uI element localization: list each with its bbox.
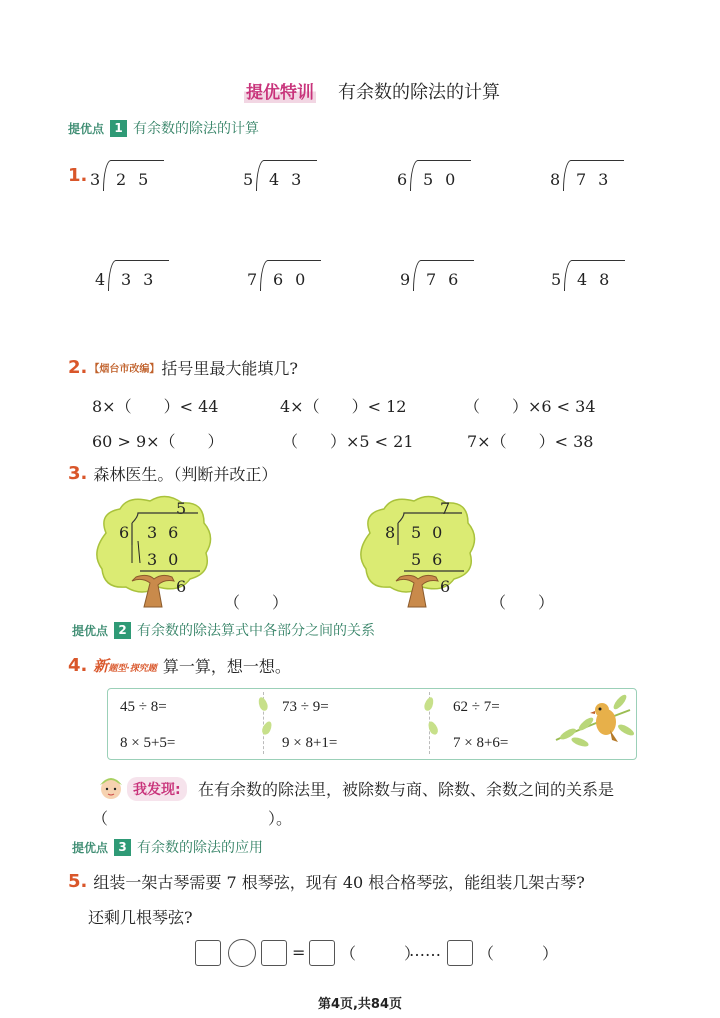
quotient: 7 [440, 499, 451, 518]
point-tag: 提优点 [72, 623, 109, 638]
divisor: 6 [397, 170, 408, 189]
question-number-2: 2. [68, 357, 88, 378]
operator-circle[interactable] [228, 939, 256, 967]
question-text: 还剩几根琴弦? [88, 908, 193, 927]
calc-expression: 9 × 8+1= [282, 735, 338, 751]
dividend: 73 [576, 170, 621, 189]
question-text: 括号里最大能填几? [161, 359, 298, 378]
source-tag: 【烟台市改编】 [89, 364, 160, 375]
discover-answer-blank[interactable]: （ ）。 [92, 809, 293, 828]
question-text: 森林医生。（判断并改正） [93, 465, 278, 484]
division-lines [92, 493, 216, 608]
question-text: 组装一架古琴需要 7 根琴弦，现有 40 根合格琴弦，能组装几架古琴? [93, 873, 585, 892]
question-number-3: 3. [68, 463, 88, 484]
point-text: 有余数的除法的应用 [137, 840, 264, 856]
dividend: 25 [116, 170, 161, 189]
badge-new: 新 [93, 657, 109, 675]
dividend: 48 [577, 270, 622, 289]
point-number: 3 [114, 839, 131, 856]
calc-expression: 62 ÷ 7= [453, 699, 500, 715]
dividend: 60 [273, 270, 318, 289]
point-text: 有余数的除法算式中各部分之间的关系 [137, 623, 376, 639]
divisor: 5 [243, 170, 254, 189]
judgement-blank[interactable]: （ ） [224, 593, 289, 612]
inequality: 60 > 9×（ ） [92, 432, 224, 451]
inequality: （ ）×5 < 21 [282, 432, 414, 451]
inequality: （ ）×6 < 34 [464, 397, 596, 416]
point-tag: 提优点 [72, 840, 109, 855]
divisor: 8 [550, 170, 561, 189]
page-title: 有余数的除法的计算 [338, 82, 500, 103]
question-number-4: 4. [68, 655, 88, 676]
remainder: 6 [176, 577, 187, 596]
divisor: 3 [90, 170, 101, 189]
dividend: 33 [121, 270, 166, 289]
equals-sign: = [292, 943, 306, 962]
answer-box[interactable] [195, 940, 221, 966]
point-number: 2 [114, 622, 131, 639]
point-tag: 提优点 [68, 121, 105, 136]
bird-on-branch-icon [552, 690, 634, 756]
calc-expression: 45 ÷ 8= [120, 699, 167, 715]
remainder-dots: …… [409, 941, 441, 960]
inequality: 4×（ ）< 12 [280, 397, 407, 416]
divisor: 7 [247, 270, 258, 289]
unit-blank[interactable]: （ ） [340, 944, 421, 963]
question-number-5: 5. [68, 871, 88, 892]
point-header-3 [72, 837, 263, 857]
question-4-heading [68, 654, 291, 677]
question-3-heading [68, 462, 277, 485]
calc-expression: 7 × 8+6= [453, 735, 509, 751]
calc-expression: 73 ÷ 9= [282, 699, 329, 715]
badge-type: 题型·探究题 [108, 664, 157, 674]
dividend: 76 [426, 270, 471, 289]
inequality: 7×（ ）< 38 [467, 432, 594, 451]
division-lines [356, 493, 480, 608]
answer-box[interactable] [447, 940, 473, 966]
answer-box[interactable] [261, 940, 287, 966]
calc-expression: 8 × 5+5= [120, 735, 176, 751]
divisor: 4 [95, 270, 106, 289]
point-text: 有余数的除法的计算 [133, 121, 260, 137]
divisor: 9 [400, 270, 411, 289]
product: 30 [147, 550, 190, 569]
answer-box[interactable] [309, 940, 335, 966]
question-number-1: 1. [68, 165, 88, 186]
discover-label: 我发现: [127, 777, 187, 801]
quotient: 5 [176, 499, 187, 518]
judgement-blank[interactable]: （ ） [490, 593, 555, 612]
dividend: 36 [147, 523, 190, 542]
product: 56 [411, 550, 454, 569]
section-label: 提优特训 [244, 78, 316, 103]
tree-illustration [92, 493, 216, 608]
girl-avatar-icon [96, 773, 126, 803]
divisor: 6 [119, 523, 130, 542]
tree-illustration [356, 493, 480, 608]
remainder: 6 [440, 577, 451, 596]
dividend: 50 [423, 170, 468, 189]
unit-blank[interactable]: （ ） [478, 944, 559, 963]
discover-text: 在有余数的除法里，被除数与商、除数、余数之间的关系是 [198, 780, 615, 799]
point-header-1 [68, 118, 259, 138]
question-text: 算一算，想一想。 [162, 657, 291, 676]
new-type-badge [93, 655, 156, 676]
dividend: 50 [411, 523, 454, 542]
inequality: 8×（ ）< 44 [92, 397, 219, 416]
divisor: 5 [551, 270, 562, 289]
point-number: 1 [110, 120, 127, 137]
page-number: 第4页,共84页 [317, 997, 403, 1012]
dividend: 43 [269, 170, 314, 189]
question-2-heading [68, 356, 298, 379]
question-5-heading [68, 870, 585, 893]
divisor: 8 [385, 523, 396, 542]
point-header-2 [72, 620, 375, 640]
